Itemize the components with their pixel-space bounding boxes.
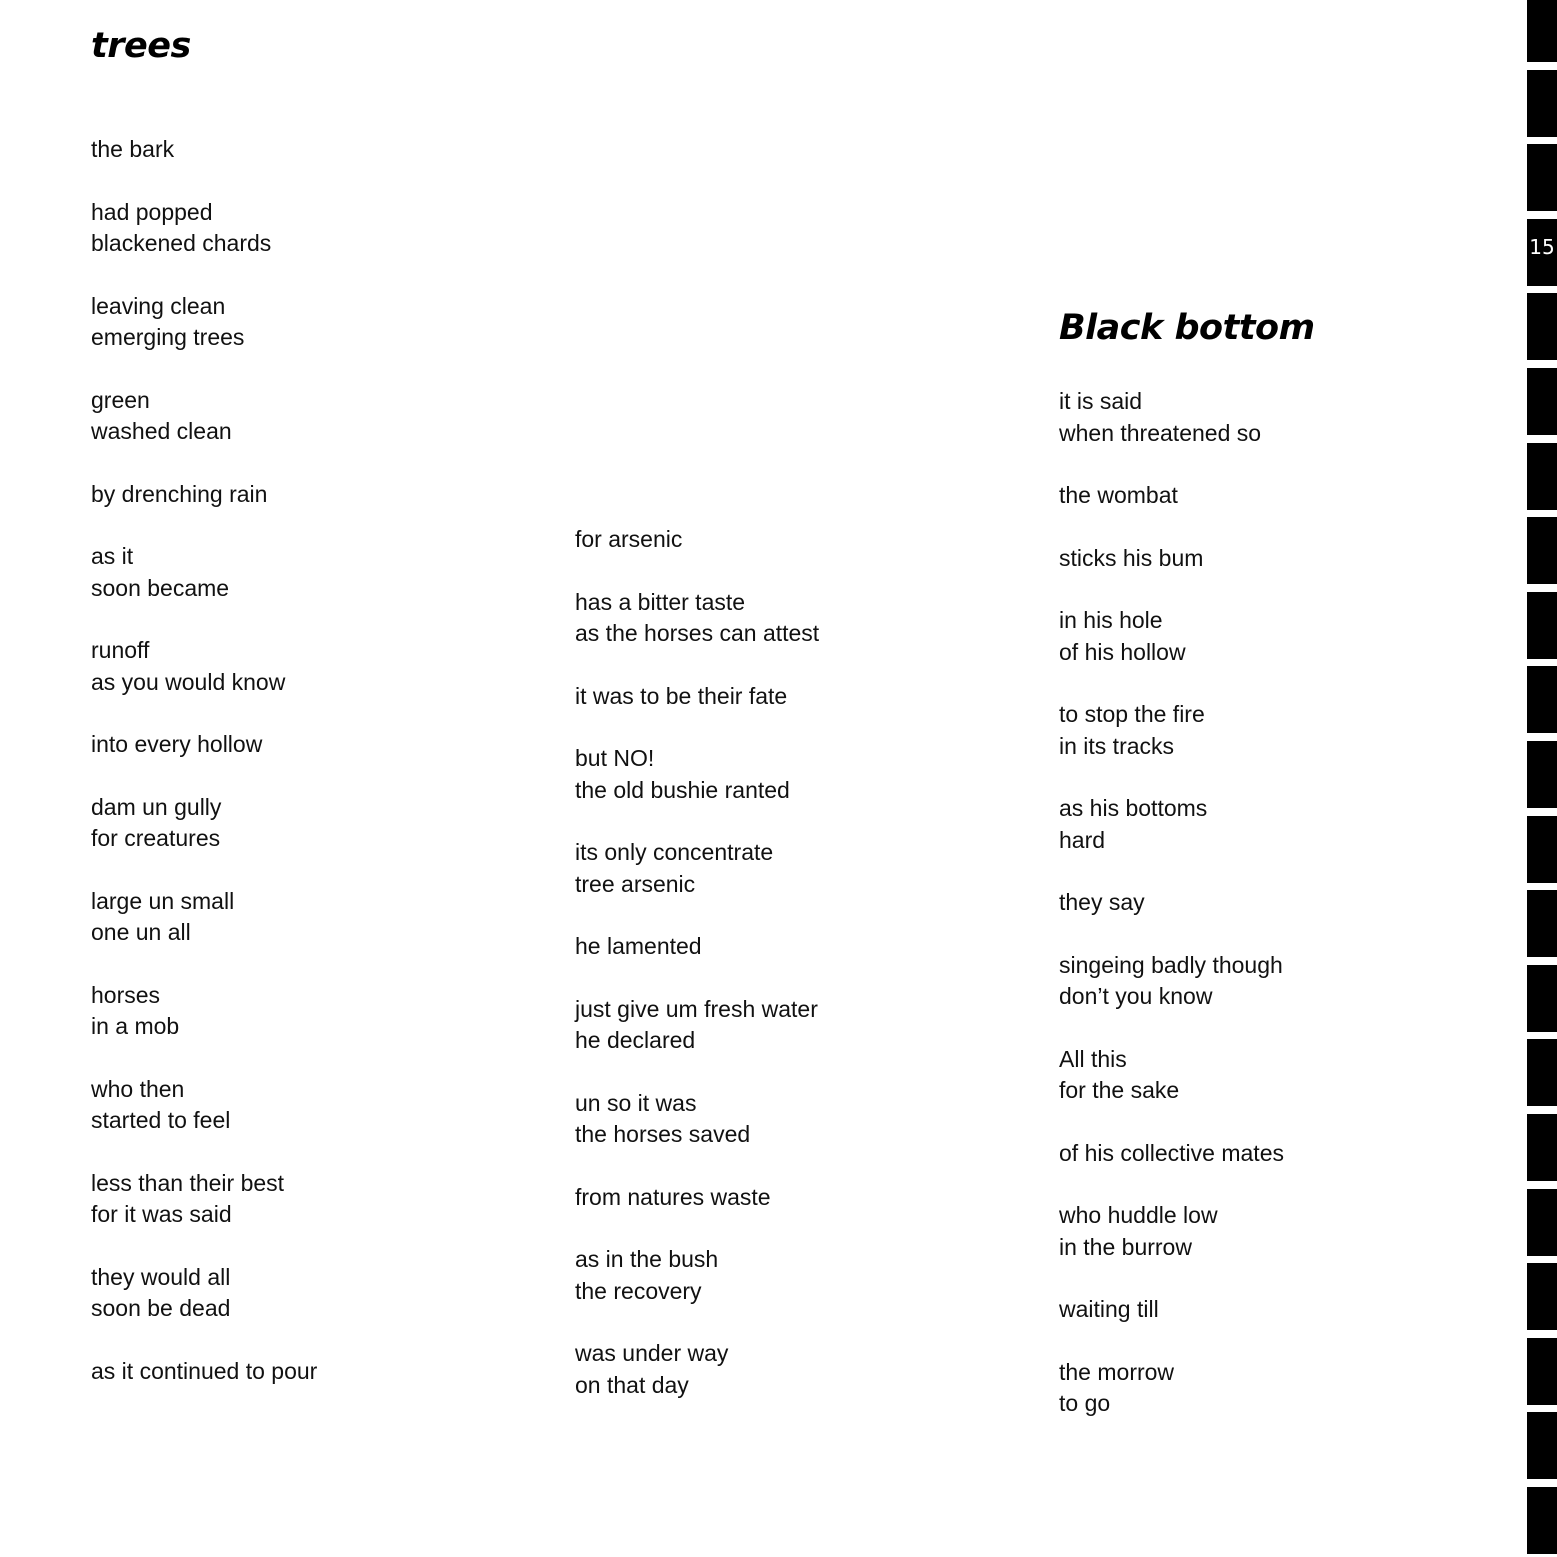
index-tab — [1527, 1263, 1557, 1330]
poem-line: for the sake — [1059, 1077, 1180, 1103]
poem-line: he declared — [575, 1027, 696, 1053]
poem-line: who huddle low — [1059, 1202, 1218, 1228]
poem-line: runoff — [91, 637, 150, 663]
poem-line: they would all — [91, 1263, 231, 1290]
stanza — [91, 197, 511, 260]
poem-line: green — [91, 386, 150, 413]
thumb-index-tabs — [1527, 0, 1557, 1557]
poem-line: the old bushie ranted — [575, 776, 790, 803]
stanza — [91, 1262, 511, 1325]
poem-line: less than their best — [91, 1169, 285, 1196]
poem-line: the wombat — [1059, 482, 1178, 508]
stanza — [91, 729, 511, 761]
poem-line: on that day — [575, 1371, 689, 1398]
poem-line: who then — [91, 1075, 185, 1102]
index-tab — [1527, 1338, 1557, 1405]
stanza — [575, 1182, 995, 1214]
poem-line: to stop the fire — [1059, 701, 1205, 727]
stanza — [1059, 1138, 1479, 1170]
poem-line: washed clean — [91, 418, 232, 444]
poem-line: in its tracks — [1059, 732, 1175, 759]
stanza — [91, 385, 511, 448]
stanza — [91, 541, 511, 604]
poem-line: hard — [1059, 826, 1106, 853]
poem-line: as the horses can attest — [575, 620, 820, 646]
stanza — [1059, 887, 1479, 919]
stanza — [1059, 793, 1479, 856]
poem-line: singeing badly though — [1059, 951, 1283, 978]
stanza — [91, 291, 511, 354]
poem-line: waiting till — [1059, 1296, 1159, 1322]
poem-line: from natures waste — [575, 1183, 771, 1210]
stanza — [1059, 1357, 1479, 1420]
stanza — [575, 1338, 995, 1401]
stanza — [575, 994, 995, 1057]
index-tab — [1527, 293, 1557, 360]
poem-line: but NO! — [575, 745, 655, 771]
poem-line: when threatened so — [1059, 419, 1262, 446]
poem-line: sticks his bum — [1059, 544, 1204, 571]
index-tab — [1527, 1039, 1557, 1106]
poem-line: large un small — [91, 887, 235, 914]
poem-title-black-bottom: Black bottom — [1059, 308, 1315, 348]
poem-line: horses — [91, 981, 161, 1008]
poem-line: the recovery — [575, 1277, 702, 1304]
stanza — [1059, 605, 1479, 668]
poem-line: All this — [1059, 1045, 1127, 1072]
poem-line: for it was said — [91, 1201, 232, 1227]
poem-line: started to feel — [91, 1107, 231, 1133]
index-tab — [1527, 965, 1557, 1032]
poem-title-trees: trees — [91, 26, 191, 66]
index-tab — [1527, 592, 1557, 659]
stanza — [91, 886, 511, 949]
poem-line: in the burrow — [1059, 1233, 1192, 1260]
poem-line: was under way — [575, 1340, 729, 1366]
poem-line: as it — [91, 543, 134, 569]
stanza — [91, 1356, 511, 1388]
poem-trees-continuation-column — [575, 524, 995, 1432]
index-tab — [1527, 1412, 1557, 1479]
poem-line: of his collective mates — [1059, 1139, 1284, 1166]
index-tab — [1527, 517, 1557, 584]
stanza — [1059, 543, 1479, 575]
poem-line: as it continued to pour — [91, 1357, 318, 1384]
stanza — [91, 479, 511, 511]
index-tab — [1527, 144, 1557, 211]
poem-line: the horses saved — [575, 1121, 751, 1147]
poem-line: don’t you know — [1059, 983, 1213, 1009]
stanza — [1059, 950, 1479, 1013]
poem-line: for creatures — [91, 825, 221, 851]
stanza — [1059, 699, 1479, 762]
index-tab — [1527, 1487, 1557, 1554]
index-tab — [1527, 1114, 1557, 1181]
stanza — [1059, 1044, 1479, 1107]
poem-line: leaving clean — [91, 292, 226, 319]
index-tab — [1527, 0, 1557, 62]
poem-line: un so it was — [575, 1089, 697, 1116]
stanza — [575, 524, 995, 556]
stanza — [575, 931, 995, 963]
stanza — [1059, 386, 1479, 449]
stanza — [575, 1088, 995, 1151]
stanza — [91, 1168, 511, 1231]
poem-line: into every hollow — [91, 731, 263, 757]
index-tab — [1527, 368, 1557, 435]
poem-line: the bark — [91, 136, 175, 162]
poem-trees-column — [91, 134, 511, 1418]
poem-line: dam un gully — [91, 793, 222, 820]
index-tab — [1527, 666, 1557, 733]
poem-line: as in the bush — [575, 1246, 719, 1272]
stanza — [91, 980, 511, 1043]
poem-line: by drenching rain — [91, 480, 268, 507]
poem-line: soon be dead — [91, 1295, 231, 1321]
index-tab — [1527, 1189, 1557, 1256]
stanza — [91, 134, 511, 166]
index-tab — [1527, 890, 1557, 957]
poem-line: soon became — [91, 574, 230, 601]
poem-line: just give um fresh water — [575, 995, 818, 1022]
poem-line: its only concentrate — [575, 839, 774, 865]
stanza — [575, 587, 995, 650]
poem-line: has a bitter taste — [575, 588, 746, 615]
stanza — [1059, 480, 1479, 512]
poem-line: in a mob — [91, 1013, 180, 1039]
poem-line: it was to be their fate — [575, 682, 788, 709]
stanza — [575, 681, 995, 713]
stanza — [575, 743, 995, 806]
stanza — [91, 792, 511, 855]
poem-line: emerging trees — [91, 324, 245, 350]
poem-line: it is said — [1059, 388, 1143, 414]
poem-line: had popped — [91, 198, 213, 225]
index-tab — [1527, 70, 1557, 137]
poem-black-bottom-column — [1059, 386, 1479, 1451]
poem-line: to go — [1059, 1390, 1111, 1416]
poem-line: for arsenic — [575, 526, 683, 552]
poem-line: they say — [1059, 889, 1145, 915]
poem-line: one un all — [91, 919, 191, 945]
stanza — [575, 1244, 995, 1307]
stanza — [575, 837, 995, 900]
poem-line: as his bottoms — [1059, 795, 1208, 821]
stanza — [1059, 1294, 1479, 1326]
index-tab — [1527, 816, 1557, 883]
stanza — [1059, 1200, 1479, 1263]
poem-line: in his hole — [1059, 607, 1163, 633]
stanza — [91, 1074, 511, 1137]
page-number: 15 — [1529, 235, 1555, 259]
index-tab — [1527, 443, 1557, 510]
poem-line: the morrow — [1059, 1358, 1175, 1385]
poem-line: tree arsenic — [575, 870, 696, 897]
index-tab — [1527, 741, 1557, 808]
poem-line: as you would know — [91, 668, 286, 695]
stanza — [91, 635, 511, 698]
poem-line: he lamented — [575, 933, 702, 959]
poem-line: blackened chards — [91, 230, 272, 256]
poem-line: of his hollow — [1059, 638, 1186, 665]
